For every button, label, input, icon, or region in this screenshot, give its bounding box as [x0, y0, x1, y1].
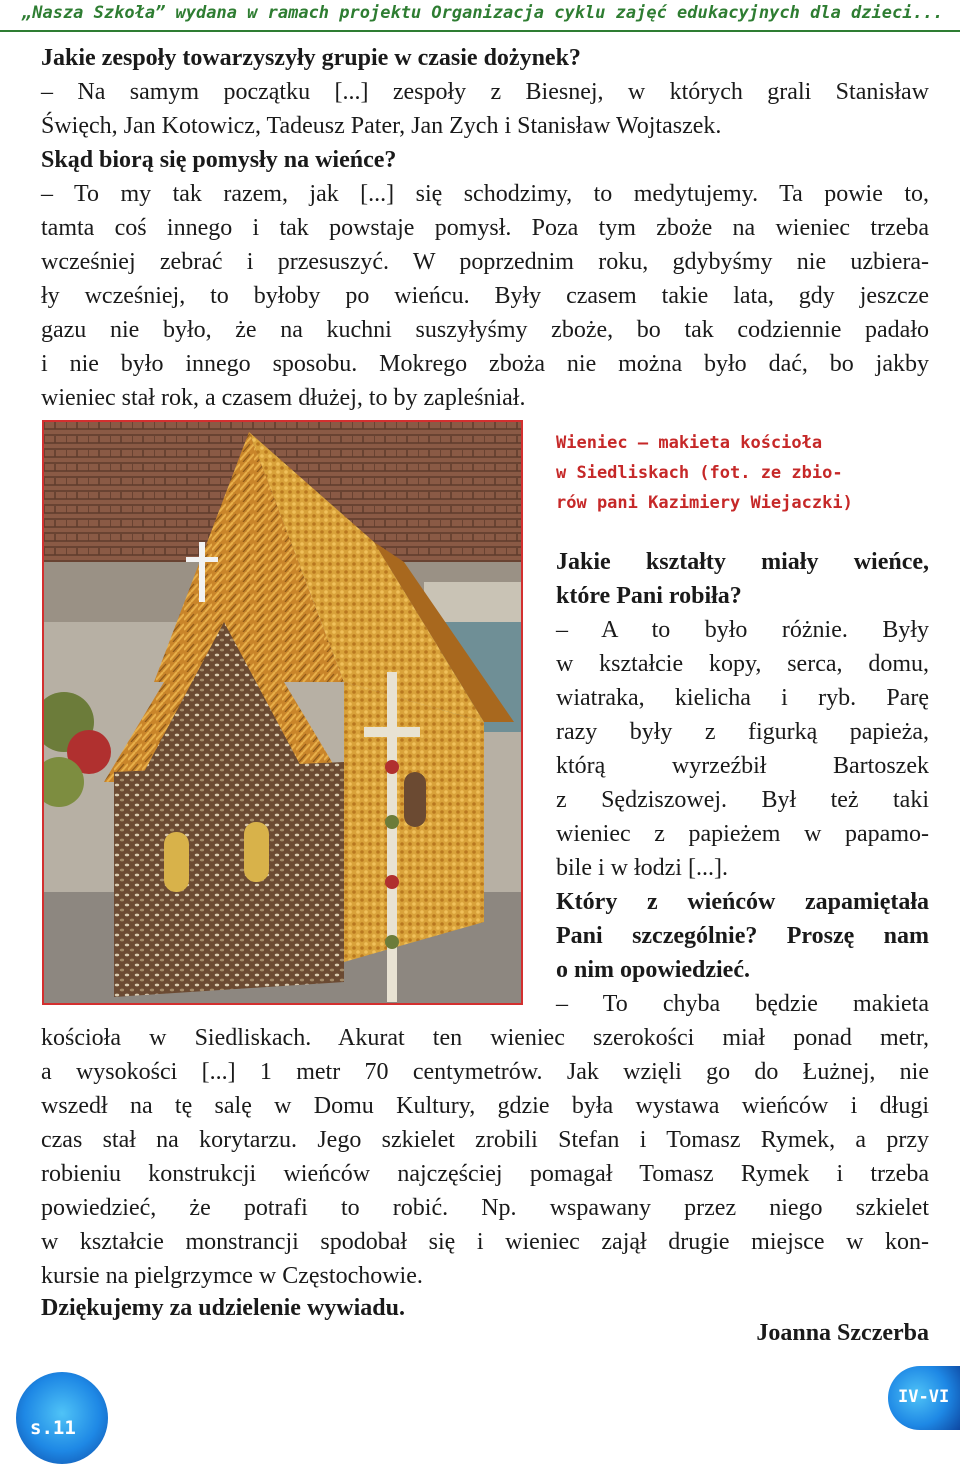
- answer-3-line: bile i w łodzi [...].: [556, 855, 728, 881]
- page-number: s.11: [30, 1417, 76, 1439]
- answer-2-line: ły wcześniej, to byłoby po wieńcu. Były czasem takie lata, gdy jeszcze: [41, 283, 929, 309]
- caption-line: rów pani Kazimiery Wiejaczki): [556, 493, 853, 513]
- answer-3-line: wiatraka, kielicha i ryb. Parę: [556, 685, 929, 711]
- answer-3-line: wieniec z papieżem w papamo-: [556, 821, 929, 847]
- question-4-line: Pani szczególnie? Proszę nam: [556, 923, 929, 949]
- question-4-line: Który z wieńców zapamiętała: [556, 889, 929, 915]
- caption-line: Wieniec – makieta kościoła: [556, 433, 823, 453]
- answer-2-line: – To my tak razem, jak [...] się schodzimy, to medytujemy. Ta powie to,: [41, 181, 929, 207]
- answer-1-line: Święch, Jan Kotowicz, Tadeusz Pater, Jan Zych i Stanisław Wojtaszek.: [41, 113, 722, 139]
- answer-2-line: gazu nie było, że na kuchni suszyłyśmy zboże, bo tak codziennie padało: [41, 317, 929, 343]
- header-text: [22, 3, 943, 23]
- answer-3-line: którą wyrzeźbił Bartoszek: [556, 753, 929, 779]
- question-3-line: które Pani robiła?: [556, 583, 742, 609]
- answer-4-line: a wysokości [...] 1 metr 70 centymetrów. Jak wzięli go do Łużnej, nie: [41, 1059, 929, 1085]
- answer-3-line: – A to było różnie. Były: [556, 617, 929, 643]
- question-3-line: Jakie kształty miały wieńce,: [556, 549, 929, 575]
- caption-line: w Siedliskach (fot. ze zbio-: [556, 463, 843, 483]
- page-header: [0, 0, 960, 32]
- question-2: Skąd biorą się pomysły na wieńce?: [41, 147, 397, 173]
- photo-caption: [556, 428, 876, 518]
- answer-2-line: tamta coś innego i tak powstaje pomysł. Poza tym zboże na wieniec trzeba: [41, 215, 929, 241]
- thanks-text: Dziękujemy za udzielenie wywiadu.: [41, 1295, 405, 1321]
- answer-4-line: w kształcie monstrancji spodobał się i wieniec zajął drugie miejsce w kon-: [41, 1229, 929, 1255]
- answer-4-line: kościoła w Siedliskach. Akurat ten wieniec szerokości miał ponad metr,: [41, 1025, 929, 1051]
- answer-3-line: razy były z figurką papieża,: [556, 719, 929, 745]
- answer-4-line: kursie na pielgrzymce w Częstochowie.: [41, 1263, 423, 1289]
- answer-2-line: wieniec stał rok, a czasem dłużej, to by zapleśniał.: [41, 385, 526, 411]
- question-1: Jakie zespoły towarzyszyły grupie w czasie dożynek?: [41, 45, 581, 71]
- wreath-church-illustration: [44, 422, 523, 1005]
- answer-4-line: – To chyba będzie makieta: [556, 991, 929, 1017]
- answer-2-line: wcześniej zebrać i przesuszyć. W poprzednim roku, gdybyśmy nie uzbiera-: [41, 249, 929, 275]
- answer-4-line: wszedł na tę salę w Domu Kultury, gdzie była wystawa wieńców i długi: [41, 1093, 929, 1119]
- answer-2-line: i nie było innego sposobu. Mokrego zboża nie można było dać, bo jakby: [41, 351, 929, 377]
- header-project: Organizacja cyklu zajęć edukacyjnych dla dzieci...: [431, 3, 944, 23]
- answer-4-line: powiedzieć, że potrafi to robić. Np. wspawany przez niego szkielet: [41, 1195, 929, 1221]
- grade-label: IV-VI: [898, 1387, 950, 1407]
- wreath-church-photo: [42, 420, 523, 1005]
- header-title: „Nasza Szkoła” wydana w ramach projektu: [22, 3, 432, 23]
- answer-4-line: robieniu konstrukcji wieńców najczęściej pomagał Tomasz Rymek i trzeba: [41, 1161, 929, 1187]
- answer-1-line: – Na samym początku [...] zespoły z Biesnej, w których grali Stanisław: [41, 79, 929, 105]
- author-signature: Joanna Szczerba: [756, 1320, 929, 1346]
- question-4-line: o nim opowiedzieć.: [556, 957, 750, 983]
- answer-3-line: z Sędziszowej. Był też taki: [556, 787, 929, 813]
- answer-4-line: czas stał na korytarzu. Jego szkielet zrobili Stefan i Tomasz Rymek, a przy: [41, 1127, 929, 1153]
- answer-3-line: w kształcie kopy, serca, domu,: [556, 651, 929, 677]
